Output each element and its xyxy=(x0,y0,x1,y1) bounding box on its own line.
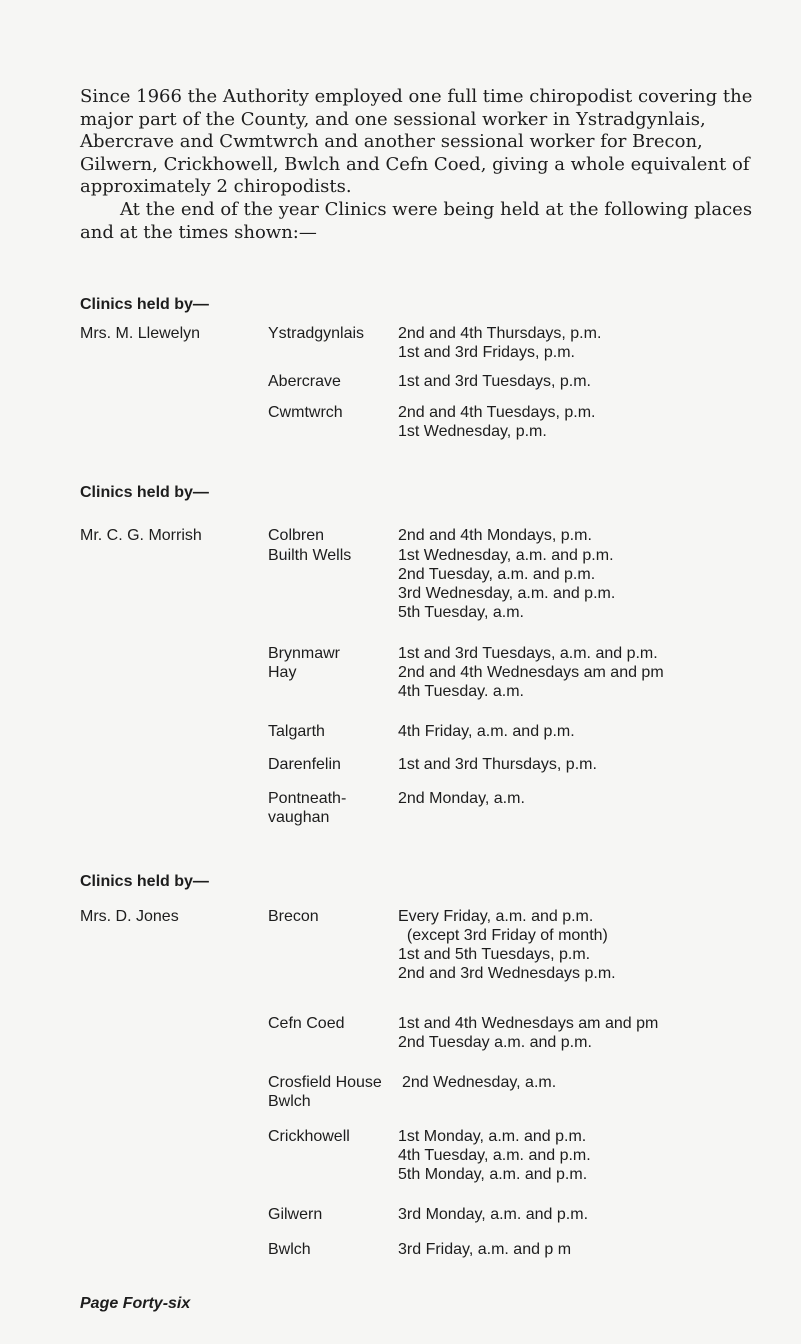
clinic-place: Cefn Coed xyxy=(268,1015,345,1032)
clinic-place: Talgarth xyxy=(268,723,325,740)
group-3-heading: Clinics held by— xyxy=(80,873,209,890)
intro-paragraph-2: At the end of the year Clinics were being held at the following places and at the times shown:— xyxy=(80,199,753,243)
clinic-times: 2nd and 4th Mondays, p.m. xyxy=(398,527,592,544)
clinic-times: 1st Monday, a.m. and p.m. 4th Tuesday, a.m. and p.m. 5th Monday, a.m. and p.m. xyxy=(398,1128,591,1183)
clinic-place: Brecon xyxy=(268,908,319,925)
clinic-place: Bwlch xyxy=(268,1241,311,1258)
group-1-heading: Clinics held by— xyxy=(80,296,209,313)
clinic-place: Builth Wells xyxy=(268,547,352,564)
group-2-chiropodist-name: Mr. C. G. Morrish xyxy=(80,527,202,544)
clinic-times: 3rd Friday, a.m. and p m xyxy=(398,1241,572,1258)
clinic-times: 1st and 3rd Tuesdays, p.m. xyxy=(398,373,591,390)
clinic-place: Darenfelin xyxy=(268,756,341,773)
clinic-times: 2nd and 4th Thursdays, p.m. 1st and 3rd Fridays, p.m. xyxy=(398,325,602,361)
clinic-place: Crickhowell xyxy=(268,1128,350,1145)
group-3-chiropodist-name: Mrs. D. Jones xyxy=(80,908,179,925)
clinic-place: Cwmtwrch xyxy=(268,404,343,421)
clinic-times: 2nd Wednesday, a.m. xyxy=(402,1074,557,1091)
clinic-times: 1st and 4th Wednesdays am and pm 2nd Tuesday a.m. and p.m. xyxy=(398,1015,659,1051)
clinic-times: Every Friday, a.m. and p.m. (except 3rd Friday of month) 1st and 5th Tuesdays, p.m. 2nd and 3rd Wednesdays p.m. xyxy=(398,908,616,982)
clinic-times: 1st and 3rd Tuesdays, a.m. and p.m. xyxy=(398,645,658,662)
clinic-times: 3rd Monday, a.m. and p.m. xyxy=(398,1206,589,1223)
clinic-place: Gilwern xyxy=(268,1206,323,1223)
clinic-times: 2nd and 4th Wednesdays am and pm 4th Tuesday. a.m. xyxy=(398,664,664,700)
clinic-place: Colbren xyxy=(268,527,325,544)
group-2-heading: Clinics held by— xyxy=(80,484,209,501)
intro-paragraph-1: Since 1966 the Authority employed one full time chiropodist covering the major part of the County, and one sessional worker in Ystradgynlais, Abercrave and Cwmtwrch and another sessional worker for Brecon, Gilwern, Crickhowell, Bwlch and Cefn Coed, giving a whole equivalent of approximately 2 chiropodists. xyxy=(80,86,753,197)
clinic-place: Pontneath- vaughan xyxy=(268,790,347,826)
group-1-chiropodist-name: Mrs. M. Llewelyn xyxy=(80,325,201,342)
clinic-place: Abercrave xyxy=(268,373,341,390)
clinic-times: 1st Wednesday, a.m. and p.m. 2nd Tuesday, a.m. and p.m. 3rd Wednesday, a.m. and p.m. 5th Tuesday, a.m. xyxy=(398,547,616,621)
clinic-place: Hay xyxy=(268,664,297,681)
page-number: Page Forty-six xyxy=(80,1295,191,1312)
clinic-place: Ystradgynlais xyxy=(268,325,365,342)
clinic-place: Crosfield House Bwlch xyxy=(268,1074,382,1110)
clinic-place: Brynmawr xyxy=(268,645,341,662)
clinic-times: 2nd and 4th Tuesdays, p.m. 1st Wednesday, p.m. xyxy=(398,404,596,440)
clinic-times: 1st and 3rd Thursdays, p.m. xyxy=(398,756,597,773)
clinic-times: 2nd Monday, a.m. xyxy=(398,790,525,807)
clinic-times: 4th Friday, a.m. and p.m. xyxy=(398,723,575,740)
